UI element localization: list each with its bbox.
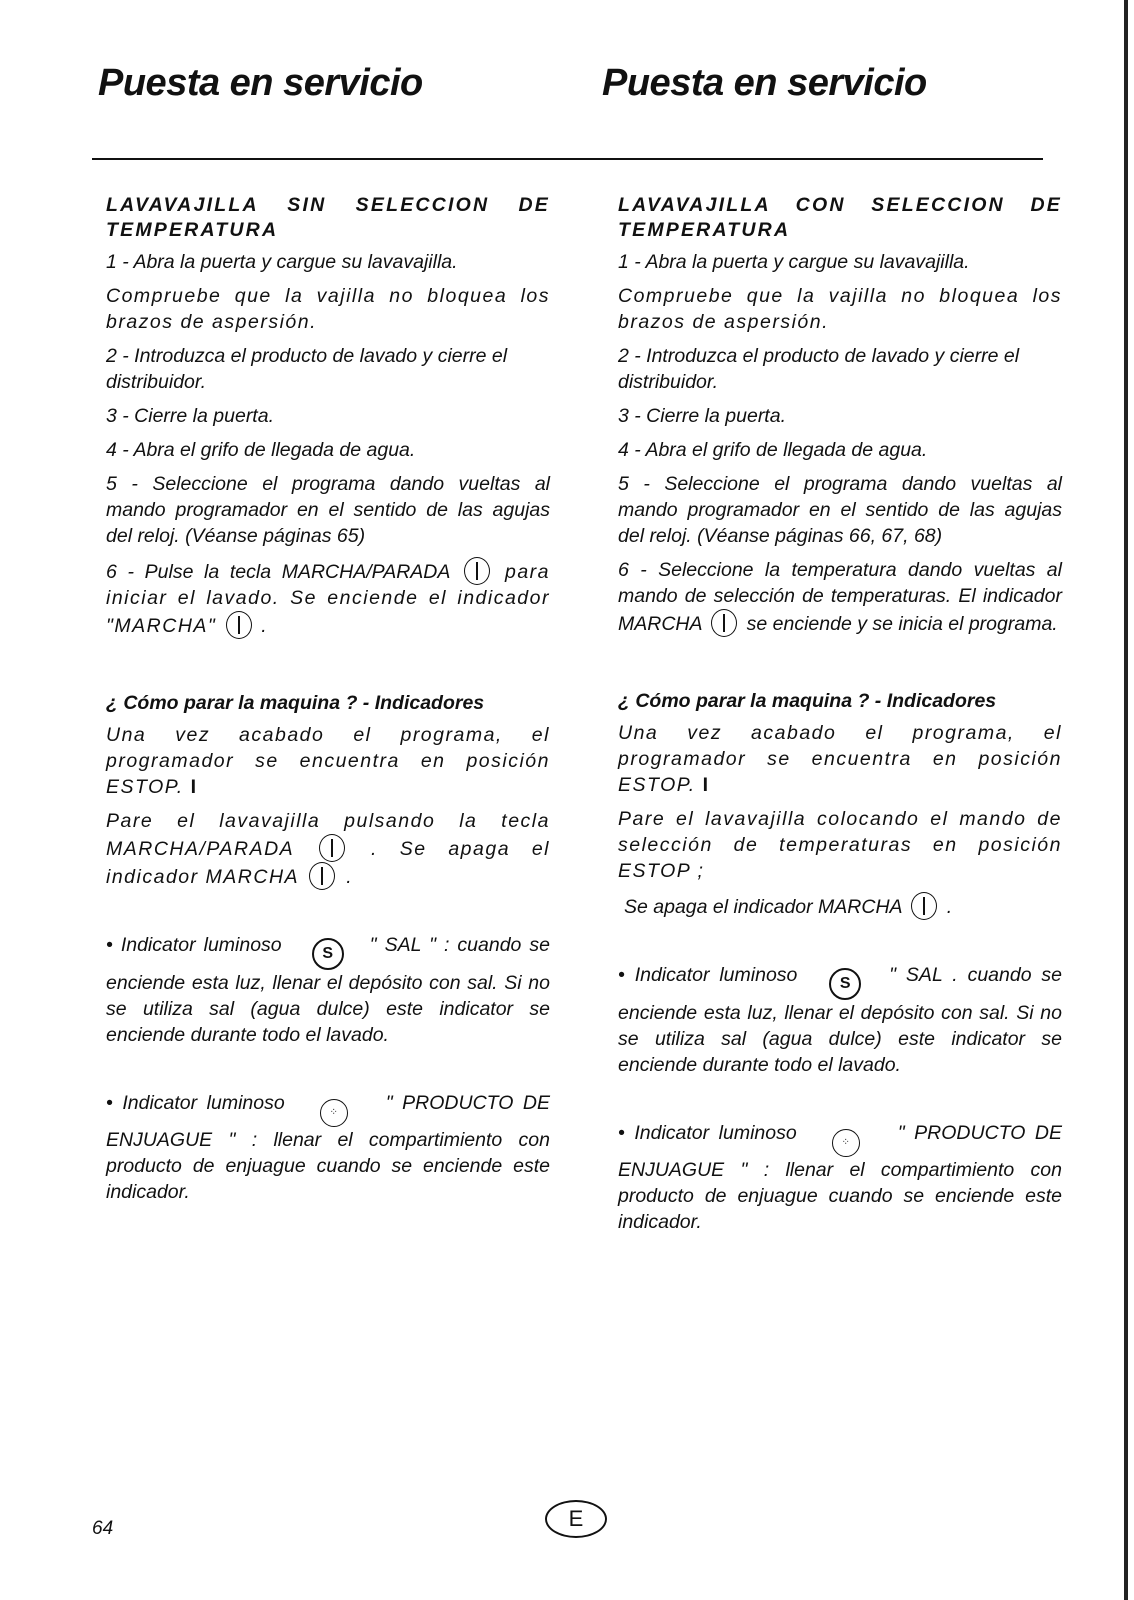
page-title-left: Puesta en servicio — [98, 62, 423, 104]
column-with-temperature — [618, 193, 1062, 1243]
salt-label: • Indicator luminoso — [106, 934, 282, 956]
stop-mark: I — [190, 776, 198, 798]
stop-paragraph-2: Pare el lavavajilla colocando el mando de selección de temperaturas en posición ESTOP ; — [618, 808, 1062, 882]
step-3: 3 - Cierre la puerta. — [618, 405, 786, 427]
stop-text-a: Se apaga el indicador MARCHA — [624, 896, 902, 918]
step-6-text-c: . — [261, 615, 267, 637]
stop-text: Una vez acabado el programa, el programador se encuentra en posición ESTOP. — [106, 724, 550, 798]
rinse-label: • Indicator luminoso — [106, 1092, 285, 1114]
salt-text: " SAL . cuando se enciende esta luz, llenar el depósito con sal. Si no se utiliza sal (agua dulce) este indicator se enciende durante todo el lavado. — [618, 964, 1063, 1076]
salt-indicator-note — [618, 962, 1062, 1078]
check-note: Compruebe que la vajilla no bloquea los brazos de aspersión. — [106, 285, 550, 333]
step-2: 2 - Introduzca el producto de lavado y cierre el distribuidor. — [618, 345, 1020, 393]
step-6-text-b: se enciende y se inicia el programa. — [746, 613, 1058, 635]
power-icon — [464, 557, 490, 585]
page-number: 64 — [92, 1518, 114, 1539]
power-icon — [309, 862, 335, 890]
step-1: 1 - Abra la puerta y cargue su lavavajilla. — [106, 251, 458, 273]
stop-text-b: . Se apaga el indicador MARCHA — [106, 838, 550, 888]
step-6-text-a: 6 - Seleccione la temperatura dando vueltas al mando de selección de temperaturas. El indicador MARCHA — [618, 559, 1062, 635]
stop-text-c: . — [346, 866, 354, 888]
stop-text-b: . — [946, 896, 953, 918]
header-rule — [92, 158, 1043, 160]
salt-indicator-icon: S — [312, 938, 344, 970]
column-without-temperature — [106, 193, 550, 1213]
power-icon — [911, 892, 937, 920]
stop-text: Una vez acabado el programa, el programador se encuentra en posición ESTOP. — [618, 722, 1062, 796]
step-1: 1 - Abra la puerta y cargue su lavavajilla. — [618, 251, 970, 273]
rinse-indicator-note — [618, 1120, 1062, 1235]
stop-mark: I — [702, 774, 710, 796]
stop-heading: ¿ Cómo parar la maquina ? - Indicadores — [106, 692, 485, 714]
rinse-indicator-note — [106, 1090, 550, 1205]
stop-text-a: Pare el lavavajilla pulsando la tecla MARCHA/PARADA — [106, 810, 550, 860]
salt-text: " SAL " : cuando se enciende esta luz, llenar el depósito con sal. Si no se utiliza sal (agua dulce) este indicator se enciende durante todo el lavado. — [106, 934, 550, 1046]
power-icon — [711, 609, 737, 637]
step-6-text-a: 6 - Pulse la tecla MARCHA/PARADA — [106, 561, 450, 583]
step-5: 5 - Seleccione el programa dando vueltas al mando programador en el sentido de las agujas del reloj. (Véanse páginas 65) — [106, 473, 550, 547]
step-6-text-b: para iniciar el lavado. Se enciende el indicador "MARCHA" — [106, 561, 551, 637]
step-4: 4 - Abra el grifo de llegada de agua. — [618, 439, 928, 461]
rinse-text: " PRODUCTO DE ENJUAGUE " : llenar el compartimiento con producto de enjuague cuando se enciende este indicador. — [618, 1122, 1062, 1233]
section-heading: LAVAVAJILLA SIN SELECCION DE TEMPERATURA — [106, 194, 550, 241]
stop-paragraph-3 — [618, 892, 1062, 920]
check-note: Compruebe que la vajilla no bloquea los brazos de aspersión. — [618, 285, 1062, 333]
page-title-right: Puesta en servicio — [602, 62, 927, 104]
step-3: 3 - Cierre la puerta. — [106, 405, 274, 427]
step-6 — [106, 557, 550, 639]
step-6 — [618, 557, 1062, 637]
step-4: 4 - Abra el grifo de llegada de agua. — [106, 439, 416, 461]
stop-paragraph-1 — [618, 720, 1062, 798]
salt-label: • Indicator luminoso — [618, 964, 798, 986]
language-badge: E — [545, 1500, 607, 1538]
rinse-aid-indicator-icon: ⁘ — [320, 1099, 348, 1127]
stop-paragraph-2 — [106, 808, 550, 890]
step-5: 5 - Seleccione el programa dando vueltas al mando programador en el sentido de las agujas del reloj. (Véanse páginas 66, 67, 68) — [618, 473, 1062, 547]
stop-paragraph-1 — [106, 722, 550, 800]
power-icon — [319, 834, 345, 862]
salt-indicator-icon: S — [829, 968, 861, 1000]
rinse-label: • Indicator luminoso — [618, 1122, 797, 1144]
stop-heading: ¿ Cómo parar la maquina ? - Indicadores — [618, 690, 997, 712]
power-icon — [226, 611, 252, 639]
rinse-text: " PRODUCTO DE ENJUAGUE " : llenar el compartimiento con producto de enjuague cuando se enciende este indicador. — [106, 1092, 550, 1203]
section-heading: LAVAVAJILLA CON SELECCION DE TEMPERATURA — [618, 194, 1062, 241]
salt-indicator-note — [106, 932, 550, 1048]
step-2: 2 - Introduzca el producto de lavado y cierre el distribuidor. — [106, 345, 508, 393]
page-edge-line — [1124, 0, 1128, 1600]
rinse-aid-indicator-icon: ⁘ — [832, 1129, 860, 1157]
